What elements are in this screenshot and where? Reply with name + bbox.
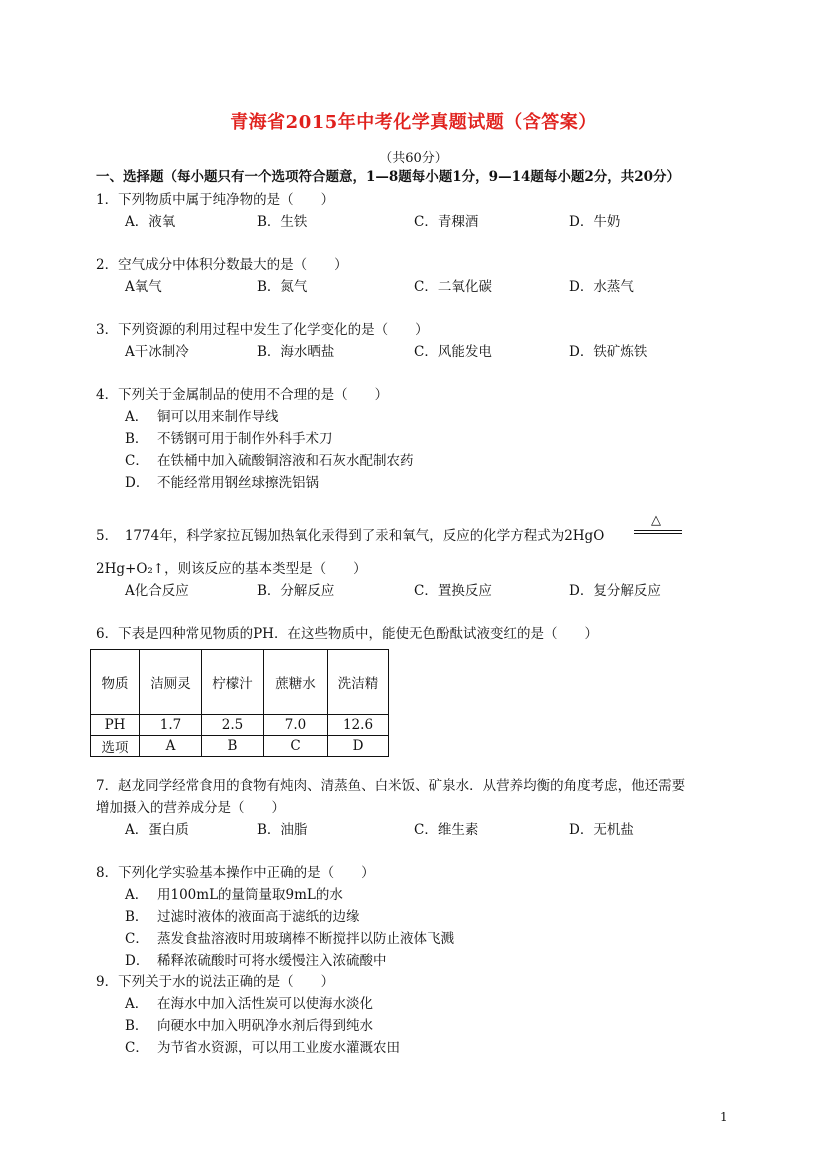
option-c: C．置换反应 xyxy=(414,583,492,599)
reaction-condition-sign xyxy=(634,513,684,535)
ph-table xyxy=(90,649,389,757)
option-c: C．二氧化碳 xyxy=(414,279,492,295)
question-4-option-d xyxy=(125,471,319,491)
page-number: 1 xyxy=(720,1110,728,1124)
question-9-option-c xyxy=(125,1036,400,1056)
option-b: B．氮气 xyxy=(257,279,308,295)
option-label: C． xyxy=(125,453,149,469)
heating-triangle-icon: △ xyxy=(651,513,661,528)
equal-sign-bottom-line xyxy=(634,533,682,534)
question-6-stem: 6．下表是四种常见物质的PH．在这些物质中，能使无色酚酞试液变红的是（ ） xyxy=(96,626,598,642)
page-subtitle: （共60分） xyxy=(379,151,448,166)
option-text: 铜可以用来制作导线 xyxy=(157,409,279,425)
option-text: 不锈钢可用于制作外科手术刀 xyxy=(157,431,333,447)
question-7-stem-line-1: 7．赵龙同学经常食用的食物有炖肉、清蒸鱼、白米饭、矿泉水．从营养均衡的角度考虑，他还需要 xyxy=(96,778,686,794)
question-5-stem-line-1: 5． 1774年，科学家拉瓦锡加热氧化汞得到了汞和氧气，反应的化学方程式为2HgO xyxy=(96,528,605,544)
option-label: A． xyxy=(125,996,149,1012)
option-b: B．油脂 xyxy=(257,822,308,838)
option-a: A．液氧 xyxy=(125,214,176,230)
table-cell: 12.6 xyxy=(328,715,389,736)
question-4-option-a xyxy=(125,405,279,425)
option-text: 在海水中加入活性炭可以使海水淡化 xyxy=(157,996,373,1012)
option-label: C． xyxy=(125,931,149,947)
option-a: A化合反应 xyxy=(125,583,189,599)
option-a: A氧气 xyxy=(125,279,162,295)
option-d: D．无机盐 xyxy=(569,822,634,838)
option-b: B．分解反应 xyxy=(257,583,335,599)
section-heading: 一、选择题（每小题只有一个选项符合题意，1—8题每小题1分，9—14题每小题2分，共20分） xyxy=(96,169,681,185)
option-text: 过滤时液体的液面高于滤纸的边缘 xyxy=(157,909,360,925)
question-9-stem: 9．下列关于水的说法正确的是（ ） xyxy=(96,974,335,990)
table-cell: A xyxy=(140,736,202,757)
option-d: D．牛奶 xyxy=(569,214,621,230)
option-label: D． xyxy=(125,475,150,491)
table-cell: B xyxy=(202,736,264,757)
table-cell: 蔗糖水 xyxy=(264,650,328,715)
question-8-option-b xyxy=(125,905,360,925)
table-cell: 选项 xyxy=(91,736,140,757)
table-row xyxy=(91,650,389,715)
question-8-option-c xyxy=(125,927,454,947)
table-row xyxy=(91,736,389,757)
option-text: 稀释浓硫酸时可将水缓慢注入浓硫酸中 xyxy=(157,953,387,969)
table-cell: 物质 xyxy=(91,650,140,715)
question-3-options xyxy=(125,340,725,360)
table-cell: 洗洁精 xyxy=(328,650,389,715)
equal-sign-top-line xyxy=(634,530,682,531)
option-a: A．蛋白质 xyxy=(125,822,189,838)
option-b: B．生铁 xyxy=(257,214,308,230)
question-9-option-a xyxy=(125,992,373,1012)
option-label: C． xyxy=(125,1040,149,1056)
table-cell: 柠檬汁 xyxy=(202,650,264,715)
table-cell: 洁厕灵 xyxy=(140,650,202,715)
option-label: D． xyxy=(125,953,150,969)
table-cell: 1.7 xyxy=(140,715,202,736)
option-text: 在铁桶中加入硫酸铜溶液和石灰水配制农药 xyxy=(157,453,414,469)
question-7-options xyxy=(125,818,725,838)
question-3-stem: 3．下列资源的利用过程中发生了化学变化的是（ ） xyxy=(96,322,429,338)
question-4-option-c xyxy=(125,449,414,469)
question-9-option-b xyxy=(125,1014,373,1034)
table-cell: D xyxy=(328,736,389,757)
option-label: A． xyxy=(125,887,149,903)
question-2-stem: 2．空气成分中体积分数最大的是（ ） xyxy=(96,257,348,273)
question-2-options xyxy=(125,275,725,295)
option-text: 蒸发食盐溶液时用玻璃棒不断搅拌以防止液体飞溅 xyxy=(157,931,454,947)
option-text: 向硬水中加入明矾净水剂后得到纯水 xyxy=(157,1018,373,1034)
question-8-option-a xyxy=(125,883,343,903)
option-c: C．风能发电 xyxy=(414,344,492,360)
option-c: C．青稞酒 xyxy=(414,214,479,230)
page-title: 青海省2015年中考化学真题试题（含答案） xyxy=(230,112,597,133)
option-a: A干冰制冷 xyxy=(125,344,189,360)
option-label: B． xyxy=(125,909,149,925)
question-7-stem-line-2: 增加摄入的营养成分是（ ） xyxy=(96,800,285,816)
option-text: 不能经常用钢丝球擦洗铝锅 xyxy=(157,475,319,491)
option-c: C．维生素 xyxy=(414,822,479,838)
option-text: 用100mL的量筒量取9mL的水 xyxy=(157,887,343,903)
option-d: D．复分解反应 xyxy=(569,583,661,599)
question-4-option-b xyxy=(125,427,333,447)
option-label: A． xyxy=(125,409,149,425)
question-5-stem-line-2: 2Hg+O₂↑，则该反应的基本类型是（ ） xyxy=(96,561,367,577)
question-8-stem: 8．下列化学实验基本操作中正确的是（ ） xyxy=(96,865,375,881)
option-b: B．海水晒盐 xyxy=(257,344,335,360)
question-1-options xyxy=(125,210,725,230)
table-cell: 2.5 xyxy=(202,715,264,736)
table-cell: 7.0 xyxy=(264,715,328,736)
option-text: 为节省水资源，可以用工业废水灌溉农田 xyxy=(157,1040,400,1056)
option-label: B． xyxy=(125,1018,149,1034)
question-5-options xyxy=(125,579,725,599)
option-label: B． xyxy=(125,431,149,447)
table-cell: C xyxy=(264,736,328,757)
table-row xyxy=(91,715,389,736)
question-1-stem: 1．下列物质中属于纯净物的是（ ） xyxy=(96,192,335,208)
option-d: D．铁矿炼铁 xyxy=(569,344,648,360)
question-8-option-d xyxy=(125,949,387,969)
option-d: D．水蒸气 xyxy=(569,279,634,295)
question-4-stem: 4．下列关于金属制品的使用不合理的是（ ） xyxy=(96,387,389,403)
table-cell: PH xyxy=(91,715,140,736)
